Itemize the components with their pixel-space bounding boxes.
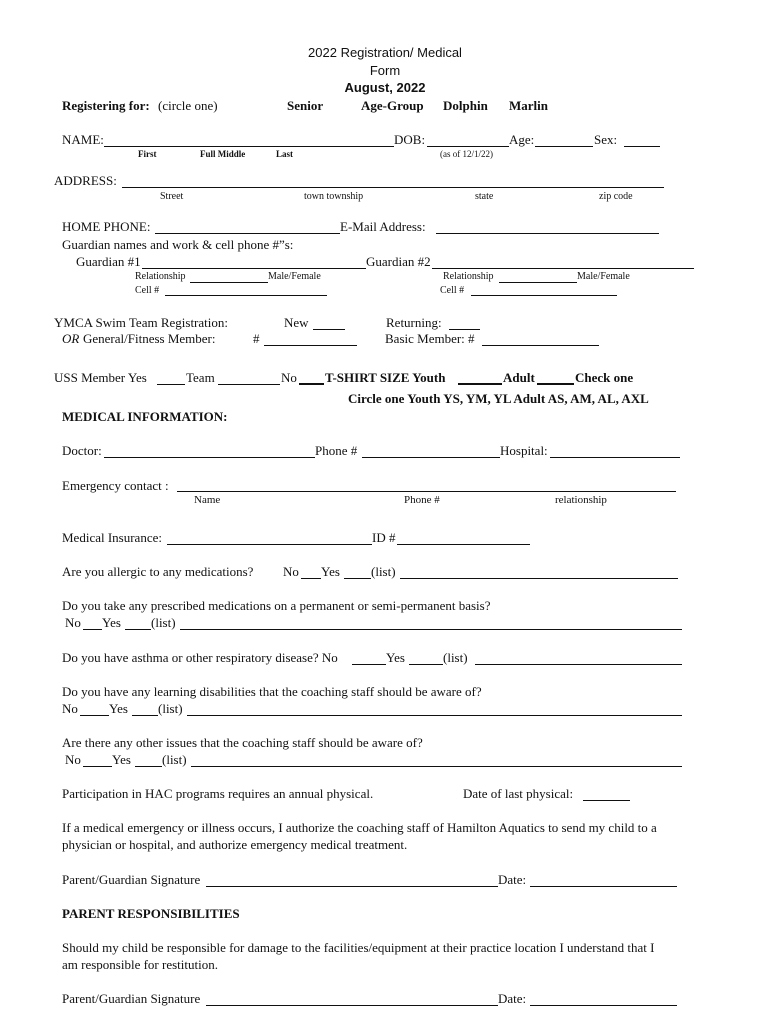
first-caption: First — [138, 149, 157, 159]
hospital-label: Hospital: — [500, 443, 548, 458]
guardian2-label: Guardian #2 — [366, 254, 431, 269]
form-title-line2: Form — [369, 63, 401, 78]
uss-no-field[interactable] — [299, 383, 324, 385]
g1-cell-field[interactable] — [165, 295, 327, 296]
circle-one-note: (circle one) — [158, 98, 218, 113]
learning-list: (list) — [158, 701, 183, 716]
doctor-field[interactable] — [104, 457, 315, 458]
address-label: ADDRESS: — [54, 173, 117, 188]
parent-text-line1: Should my child be responsible for damage to the facilities/equipment at their practice location I understand that I — [62, 940, 655, 955]
town-caption: town township — [304, 191, 364, 202]
age-label: Age: — [509, 132, 535, 147]
other-question: Are there any other issues that the coaching staff should be aware of? — [62, 735, 423, 750]
basic-member-label: Basic Member: # — [385, 331, 475, 346]
g1-relationship-field[interactable] — [190, 282, 268, 283]
learning-yes-field[interactable] — [132, 715, 158, 716]
asthma-yes: Yes — [386, 650, 405, 665]
asthma-list: (list) — [443, 650, 468, 665]
emergency-relationship-caption: relationship — [555, 494, 607, 506]
allergic-no: No — [283, 564, 299, 579]
g1-male-female: Male/Female — [268, 271, 321, 282]
authorize-text-line1: If a medical emergency or illness occurs, I authorize the coaching staff of Hamilton Aquatics to send my child to a — [62, 820, 657, 835]
learning-yes: Yes — [109, 701, 128, 716]
emergency-phone-caption: Phone # — [404, 494, 440, 506]
general-member-field[interactable] — [264, 345, 357, 346]
prescribed-list-field[interactable] — [180, 629, 682, 630]
basic-member-field[interactable] — [482, 345, 599, 346]
g2-relationship-field[interactable] — [499, 282, 577, 283]
home-phone-field[interactable] — [155, 233, 340, 234]
guardian2-field[interactable] — [432, 268, 694, 269]
parent-signature-field[interactable] — [206, 1005, 498, 1006]
learning-list-field[interactable] — [187, 715, 682, 716]
other-list-field[interactable] — [191, 766, 682, 767]
adult-label: Adult — [503, 370, 535, 385]
tshirt-label: T-SHIRT SIZE Youth — [325, 370, 446, 385]
returning-field[interactable] — [449, 329, 480, 330]
group-dolphin[interactable]: Dolphin — [443, 98, 488, 113]
doctor-phone-label: Phone # — [315, 443, 358, 458]
other-no: No — [65, 752, 81, 767]
name-label: NAME: — [62, 132, 104, 147]
insurance-field[interactable] — [167, 544, 372, 545]
parent-text-line2: am responsible for restitution. — [62, 957, 218, 972]
prescribed-no: No — [65, 615, 81, 630]
parent-signature-label: Parent/Guardian Signature — [62, 991, 201, 1006]
circle-sizes-label: Circle one Youth YS, YM, YL Adult AS, AM, AL, AXL — [348, 391, 649, 406]
uss-no-label: No — [281, 370, 297, 385]
medical-heading: MEDICAL INFORMATION: — [62, 409, 228, 424]
general-member-label: General/Fitness Member: — [83, 331, 216, 346]
team-field[interactable] — [218, 384, 280, 385]
asthma-yes-field[interactable] — [409, 664, 443, 665]
authorize-text-line2: physician or hospital, and authorize emergency medical treatment. — [62, 837, 408, 852]
address-field[interactable] — [122, 187, 664, 188]
new-label: New — [284, 315, 309, 330]
g2-cell-label: Cell # — [440, 285, 465, 296]
new-field[interactable] — [313, 329, 345, 330]
allergic-list-field[interactable] — [400, 578, 678, 579]
state-caption: state — [475, 191, 494, 202]
email-label: E-Mail Address: — [340, 219, 426, 234]
other-yes: Yes — [112, 752, 131, 767]
doctor-phone-field[interactable] — [362, 457, 500, 458]
prescribed-list: (list) — [151, 615, 176, 630]
insurance-id-label: ID # — [372, 530, 396, 545]
name-field[interactable] — [104, 146, 394, 147]
check-one-label: Check one — [575, 370, 634, 385]
parent-heading: PARENT RESPONSIBILITIES — [62, 906, 240, 921]
last-caption: Last — [276, 149, 294, 159]
ymca-swim-label: YMCA Swim Team Registration: — [54, 315, 228, 330]
learning-no-field[interactable] — [80, 715, 109, 716]
medical-date-field[interactable] — [530, 886, 677, 887]
zip-caption: zip code — [599, 191, 633, 202]
as-of-caption: (as of 12/1/22) — [440, 149, 493, 159]
doctor-label: Doctor: — [62, 443, 102, 458]
middle-caption: Full Middle — [200, 149, 246, 159]
prescribed-yes: Yes — [102, 615, 121, 630]
dob-field[interactable] — [427, 146, 509, 147]
learning-question: Do you have any learning disabilities that the coaching staff should be aware of? — [62, 684, 482, 699]
emergency-field[interactable] — [177, 491, 676, 492]
guardian1-label: Guardian #1 — [76, 254, 141, 269]
group-age-group[interactable]: Age-Group — [361, 98, 424, 113]
form-date: August, 2022 — [344, 80, 426, 95]
sex-field[interactable] — [624, 146, 660, 147]
other-no-field[interactable] — [83, 766, 112, 767]
emergency-label: Emergency contact : — [62, 478, 169, 493]
g2-male-female: Male/Female — [577, 271, 630, 282]
prescribed-question: Do you take any prescribed medications on a permanent or semi-permanent basis? — [62, 598, 491, 613]
medical-signature-label: Parent/Guardian Signature — [62, 872, 201, 887]
registering-label: Registering for: — [62, 98, 150, 113]
allergic-yes: Yes — [321, 564, 340, 579]
tshirt-youth-field[interactable] — [458, 383, 502, 385]
g2-relationship-label: Relationship — [443, 271, 494, 282]
sex-label: Sex: — [594, 132, 618, 147]
general-hash: # — [253, 331, 260, 346]
asthma-list-field[interactable] — [475, 664, 682, 665]
group-marlin[interactable]: Marlin — [509, 98, 548, 113]
asthma-question: Do you have asthma or other respiratory disease? No — [62, 650, 338, 665]
medical-date-label: Date: — [498, 872, 527, 887]
learning-no: No — [62, 701, 78, 716]
other-yes-field[interactable] — [135, 766, 162, 767]
dob-label: DOB: — [394, 132, 426, 147]
guardian-names-label: Guardian names and work & cell phone #”s: — [62, 237, 294, 252]
allergic-yes-field[interactable] — [344, 578, 371, 579]
participation-text: Participation in HAC programs requires an annual physical. — [62, 786, 374, 801]
age-field[interactable] — [535, 146, 593, 147]
guardian1-field[interactable] — [142, 268, 366, 269]
other-list: (list) — [162, 752, 187, 767]
asthma-no-field[interactable] — [352, 664, 386, 665]
parent-date-label: Date: — [498, 991, 527, 1006]
allergic-question: Are you allergic to any medications? — [62, 564, 254, 579]
prescribed-yes-field[interactable] — [125, 629, 151, 630]
g1-cell-label: Cell # — [135, 285, 160, 296]
allergic-list: (list) — [371, 564, 396, 579]
insurance-id-field[interactable] — [397, 544, 530, 545]
street-caption: Street — [160, 191, 184, 202]
or-label: OR — [62, 331, 80, 346]
parent-date-field[interactable] — [530, 1005, 677, 1006]
form-title: 2022 Registration/ Medical — [308, 45, 462, 60]
hospital-field[interactable] — [550, 457, 680, 458]
last-physical-field[interactable] — [583, 800, 630, 801]
team-label: Team — [186, 370, 215, 385]
uss-member-label: USS Member Yes — [54, 370, 147, 385]
tshirt-adult-field[interactable] — [537, 383, 574, 385]
allergic-no-field[interactable] — [301, 578, 321, 579]
home-phone-label: HOME PHONE: — [62, 219, 151, 234]
returning-label: Returning: — [386, 315, 442, 330]
g1-relationship-label: Relationship — [135, 271, 186, 282]
uss-yes-field[interactable] — [157, 384, 185, 385]
insurance-label: Medical Insurance: — [62, 530, 162, 545]
group-senior[interactable]: Senior — [287, 98, 324, 113]
email-field[interactable] — [436, 233, 659, 234]
prescribed-no-field[interactable] — [83, 629, 102, 630]
emergency-name-caption: Name — [194, 494, 221, 506]
g2-cell-field[interactable] — [471, 295, 617, 296]
medical-signature-field[interactable] — [206, 886, 498, 887]
last-physical-label: Date of last physical: — [463, 786, 574, 801]
